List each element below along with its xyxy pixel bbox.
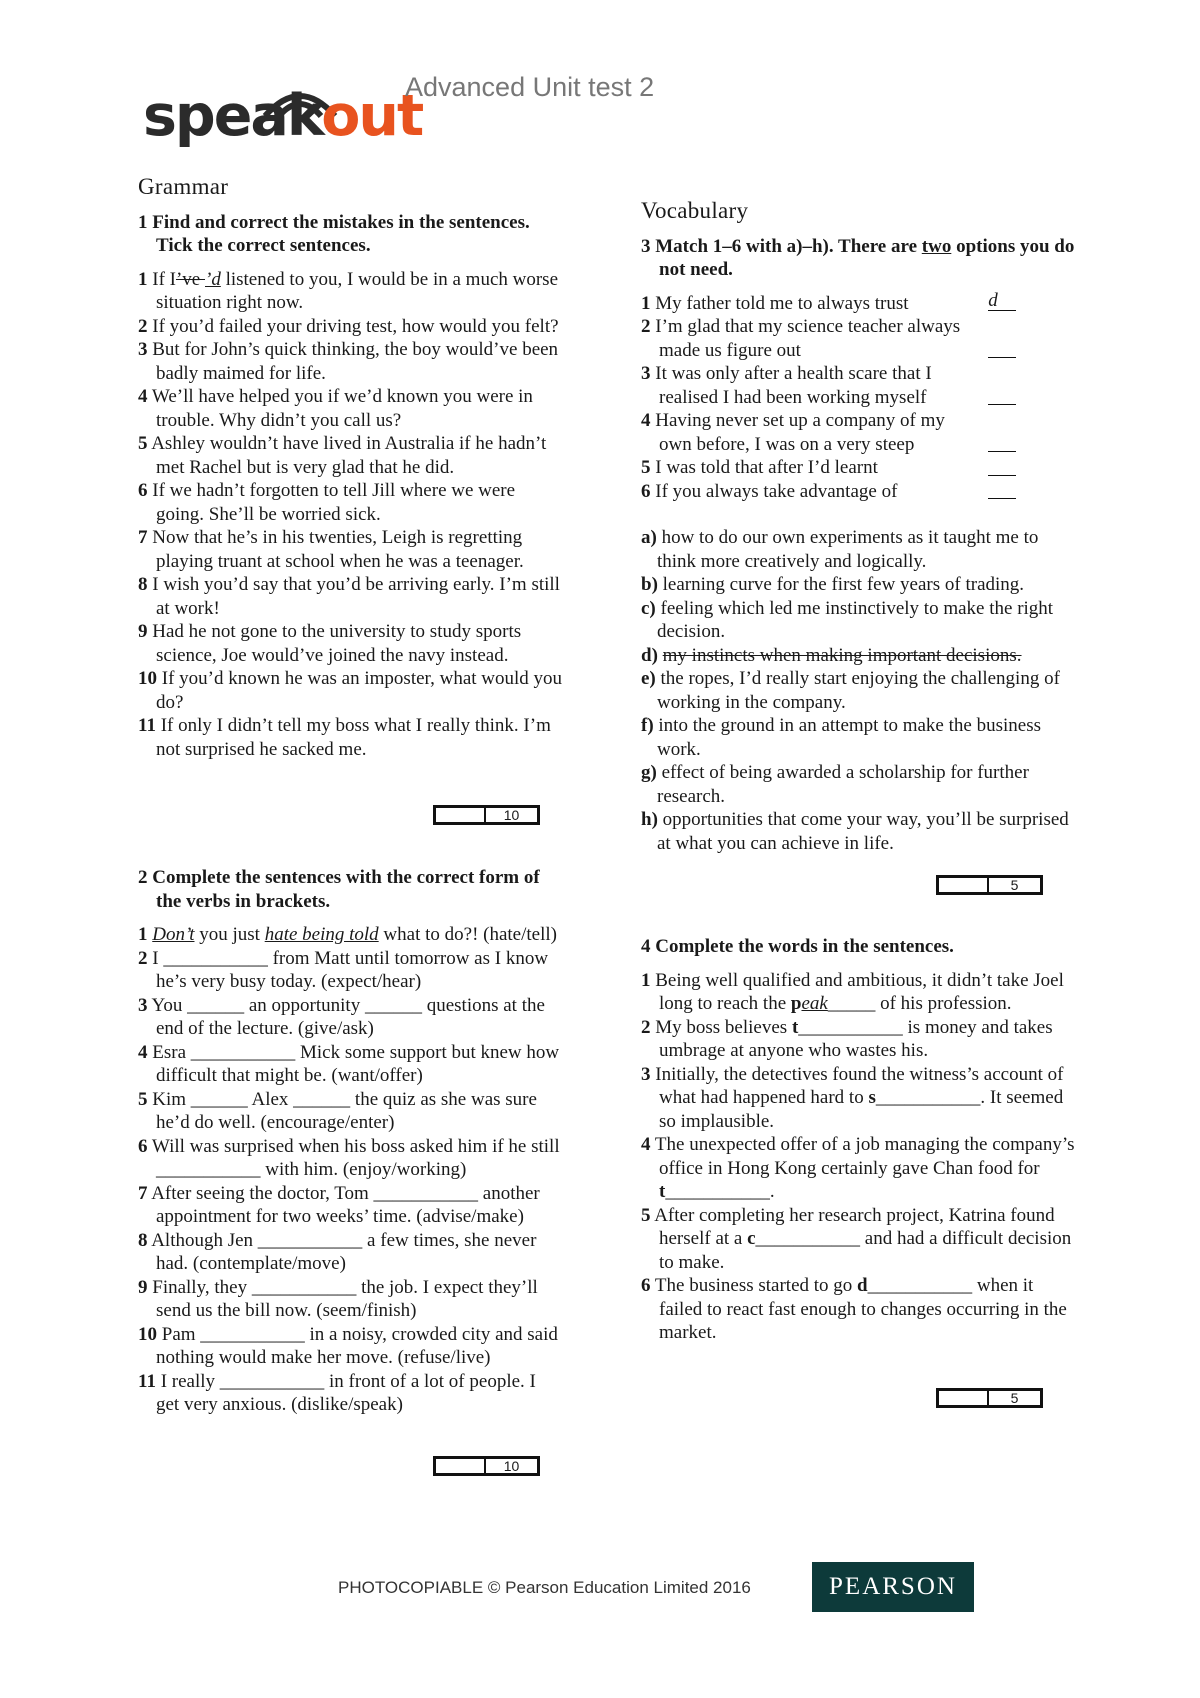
task3-instruction: 3 Match 1–6 with a)–h). There are two options you do not need. xyxy=(641,235,1075,280)
item-number: 5 xyxy=(641,1204,651,1226)
option-item xyxy=(641,667,1081,714)
item-number: 5 xyxy=(138,1088,148,1110)
item-text: I ___________ from Matt until tomorrow as I know he’s very busy today. (expect/hear) xyxy=(152,947,549,992)
item-text: If we hadn’t forgotten to tell Jill where we were going. She’ll be worried sick. xyxy=(152,480,516,525)
item-number: 8 xyxy=(138,1229,148,1251)
list-item xyxy=(138,315,563,339)
item-text: We’ll have helped you if we’d known you were in trouble. Why didn’t you call us? xyxy=(151,386,533,431)
item-text: I wish you’d say that you’d be arriving early. I’m still at work! xyxy=(152,574,560,619)
item-number: 1 xyxy=(641,292,651,314)
item-text: If only I didn’t tell my boss what I really think. I’m not surprised he sacked me. xyxy=(156,715,551,760)
answer-blank[interactable] xyxy=(988,457,1016,476)
item-text: ___________ is money and takes umbrage at anyone who wastes his. xyxy=(659,1016,1053,1061)
list-item xyxy=(138,1323,563,1370)
option-item xyxy=(641,573,1081,597)
item-text: Being well qualified and ambitious, it didn’t take Joel long to reach the xyxy=(655,969,1064,1014)
item-text: listened to you, I would be in a much worse situation right now. xyxy=(156,268,559,313)
item-text: Ashley wouldn’t have lived in Australia if he hadn’t met Rachel but is very glad that he did. xyxy=(151,433,547,478)
task4-score-box[interactable]: 5 xyxy=(936,1388,1043,1408)
answer-blank[interactable] xyxy=(988,433,1016,452)
item-text: ___________ and had a difficult decision to make. xyxy=(659,1228,1072,1273)
option-text: my instincts when making important decisions. xyxy=(662,644,1022,666)
copyright-text: PHOTOCOPIABLE © Pearson Education Limited 2016 xyxy=(338,1578,751,1597)
answer-blank[interactable] xyxy=(988,480,1016,499)
item-number: 5 xyxy=(138,433,148,454)
pearson-logo: PEARSON xyxy=(812,1562,974,1612)
first-letter: c xyxy=(747,1228,756,1249)
list-item xyxy=(138,667,563,714)
item-text: I really ___________ in front of a lot of people. I get very anxious. (dislike/speak) xyxy=(156,1370,536,1415)
item-text: My father told me to always trust xyxy=(655,292,909,314)
option-item xyxy=(641,526,1081,573)
option-item xyxy=(641,597,1081,644)
task1-list xyxy=(138,268,563,762)
grammar-heading: Grammar xyxy=(138,174,229,199)
unit-title: Advanced Unit test 2 xyxy=(405,72,655,102)
option-letter: d) xyxy=(641,644,658,666)
item-text: Esra ___________ Mick some support but knew how difficult that might be. (want/offer) xyxy=(152,1041,560,1086)
list-item xyxy=(138,947,563,994)
option-letter: f) xyxy=(641,715,654,736)
item-number: 9 xyxy=(138,621,148,642)
option-text: into the ground in an attempt to make the business work. xyxy=(657,715,1041,760)
item-text: what to do?! (hate/tell) xyxy=(378,924,557,945)
item-number: 7 xyxy=(138,1182,148,1204)
item-text: If you’d known he was an imposter, what would you do? xyxy=(156,668,563,713)
task2-instruction: 2 Complete the sentences with the correct form of the verbs in brackets. xyxy=(138,867,540,912)
item-text: Finally, they ___________ the job. I expect they’ll send us the bill now. (seem/finish) xyxy=(152,1276,538,1321)
item-text: Now that he’s in his twenties, Leigh is regretting playing truant at school when he was a teenager. xyxy=(152,527,524,572)
list-item xyxy=(641,362,1016,409)
item-number: 10 xyxy=(138,668,157,689)
list-item xyxy=(138,1088,563,1135)
option-letter: h) xyxy=(641,809,658,830)
option-text: effect of being awarded a scholarship for further research. xyxy=(657,762,1029,807)
item-text: ___________. xyxy=(665,1181,775,1202)
vocabulary-heading: Vocabulary xyxy=(641,198,749,223)
list-item xyxy=(641,456,1016,480)
item-text: You ______ an opportunity ______ questions at the end of the lecture. (give/ask) xyxy=(151,994,545,1039)
option-letter: b) xyxy=(641,574,658,595)
list-item xyxy=(641,1016,1081,1063)
item-text: Kim ______ Alex ______ the quiz as she was sure he’d do well. (encourage/enter) xyxy=(152,1088,537,1133)
item-text: If you’d failed your driving test, how would you felt? xyxy=(152,315,559,337)
item-number: 11 xyxy=(138,1370,156,1392)
item-text: The unexpected offer of a job managing the company’s office in Hong Kong certainly gave Chan food for xyxy=(654,1134,1075,1179)
correction-text: ’d xyxy=(205,268,221,290)
task1-instruction: 1 Find and correct the mistakes in the sentences. Tick the correct sentences. xyxy=(138,211,530,256)
task4-column xyxy=(641,935,1081,1345)
list-item xyxy=(641,1063,1081,1134)
item-text: _____ of his profession. xyxy=(827,993,1012,1014)
list-item xyxy=(138,1041,563,1088)
option-text: how to do our own experiments as it taught me to think more creatively and logically. xyxy=(657,527,1039,572)
example-answer: Don’t xyxy=(152,924,195,945)
first-letter: t xyxy=(659,1181,666,1202)
item-number: 4 xyxy=(641,1134,651,1155)
list-item xyxy=(138,923,563,947)
list-item xyxy=(138,573,563,620)
first-letter: d xyxy=(857,1275,868,1296)
item-number: 5 xyxy=(641,457,651,478)
list-item xyxy=(138,1370,563,1417)
first-letter: p xyxy=(790,993,802,1014)
item-number: 3 xyxy=(138,994,148,1016)
item-number: 6 xyxy=(641,1275,651,1296)
item-text: If you always take advantage of xyxy=(655,480,898,502)
vocabulary-column xyxy=(641,199,1081,855)
option-letter: c) xyxy=(641,597,656,619)
item-number: 11 xyxy=(138,715,156,736)
list-item xyxy=(138,1182,563,1229)
task2-column xyxy=(138,866,563,1417)
item-number: 2 xyxy=(641,316,651,337)
option-letter: g) xyxy=(641,762,657,783)
item-number: 1 xyxy=(138,924,148,945)
list-item xyxy=(641,315,1016,362)
list-item xyxy=(138,1276,563,1323)
item-text: If I xyxy=(152,268,176,290)
task2-list xyxy=(138,923,563,1417)
item-number: 9 xyxy=(138,1276,148,1298)
struck-text: ’ve xyxy=(175,268,205,290)
first-letter: t xyxy=(791,1016,799,1038)
item-number: 2 xyxy=(641,1016,651,1038)
list-item xyxy=(138,268,563,315)
list-item xyxy=(138,1229,563,1276)
item-number: 6 xyxy=(138,1135,148,1157)
speakout-logo: speakout xyxy=(143,83,423,149)
item-text: The business started to go xyxy=(654,1275,858,1296)
item-number: 2 xyxy=(138,315,148,337)
item-number: 7 xyxy=(138,527,148,548)
grammar-column xyxy=(138,175,563,761)
item-number: 6 xyxy=(641,480,651,502)
item-text: Will was surprised when his boss asked him if he still ___________ with him. (enjoy/working) xyxy=(151,1135,560,1180)
item-text: I was told that after I’d learnt xyxy=(655,457,878,478)
option-item xyxy=(641,644,1081,668)
list-item xyxy=(641,292,1016,316)
list-item xyxy=(641,969,1081,1016)
item-text: I’m glad that my science teacher always made us figure out xyxy=(655,316,961,361)
item-number: 4 xyxy=(641,410,651,431)
list-item xyxy=(138,526,563,573)
list-item xyxy=(138,338,563,385)
item-number: 1 xyxy=(138,268,148,290)
option-item xyxy=(641,761,1081,808)
list-item xyxy=(138,714,563,761)
item-text: you just xyxy=(194,924,265,945)
task2-score-box[interactable]: 10 xyxy=(433,1456,540,1476)
item-text: Having never set up a company of my own before, I was on a very steep xyxy=(655,410,945,455)
list-item xyxy=(641,409,1016,456)
item-text: ___________ when it failed to react fast enough to changes occurring in the market. xyxy=(659,1275,1067,1343)
task1-score-box[interactable]: 10 xyxy=(433,805,540,825)
task3-list xyxy=(641,292,1016,504)
item-text: Although Jen ___________ a few times, she never had. (contemplate/move) xyxy=(151,1229,537,1274)
list-item xyxy=(641,1133,1081,1204)
item-number: 4 xyxy=(138,386,148,407)
item-number: 6 xyxy=(138,480,148,501)
task4-instruction: 4 Complete the words in the sentences. xyxy=(641,936,954,957)
item-text: But for John’s quick thinking, the boy would’ve been badly maimed for life. xyxy=(152,339,559,384)
example-answer: eak xyxy=(801,993,828,1014)
item-text: After seeing the doctor, Tom ___________ another appointment for two weeks’ time. (advise/make) xyxy=(151,1182,540,1227)
item-number: 3 xyxy=(138,339,148,360)
example-answer: hate being told xyxy=(264,924,379,945)
first-letter: s xyxy=(868,1087,876,1108)
list-item xyxy=(138,994,563,1041)
item-text: After completing her research project, Katrina found herself at a xyxy=(654,1204,1055,1249)
option-text: feeling which led me instinctively to make the right decision. xyxy=(657,597,1054,642)
item-text: Initially, the detectives found the witness’s account of what had happened hard to xyxy=(655,1063,1064,1108)
task3-options xyxy=(641,526,1081,855)
item-number: 8 xyxy=(138,574,148,595)
item-text: My boss believes xyxy=(655,1016,792,1038)
answer-blank[interactable] xyxy=(988,339,1016,358)
list-item xyxy=(138,479,563,526)
option-item xyxy=(641,808,1081,855)
item-text: It was only after a health scare that I realised I had been working myself xyxy=(655,363,932,408)
option-text: opportunities that come your way, you’ll be surprised at what you can achieve in life. xyxy=(657,809,1069,854)
option-text: learning curve for the first few years of trading. xyxy=(662,574,1025,595)
task4-list xyxy=(641,969,1081,1345)
list-item xyxy=(138,1135,563,1182)
item-number: 10 xyxy=(138,1323,157,1345)
option-letter: a) xyxy=(641,527,657,548)
item-number: 4 xyxy=(138,1041,148,1063)
item-text: Pam ___________ in a noisy, crowded city and said nothing would make her move. (refuse/live) xyxy=(156,1323,558,1368)
list-item xyxy=(641,1204,1081,1275)
item-text: Had he not gone to the university to study sports science, Joe would’ve joined the navy instead. xyxy=(152,621,522,666)
list-item xyxy=(138,620,563,667)
list-item xyxy=(641,480,1016,504)
item-number: 1 xyxy=(641,969,651,991)
list-item xyxy=(138,432,563,479)
list-item xyxy=(138,385,563,432)
item-number: 3 xyxy=(641,363,651,384)
list-item xyxy=(641,1274,1081,1345)
option-text: the ropes, I’d really start enjoying the challenging of working in the company. xyxy=(657,668,1060,713)
option-item xyxy=(641,714,1081,761)
answer-blank[interactable] xyxy=(988,386,1016,405)
item-number: 3 xyxy=(641,1063,651,1085)
answer-blank[interactable]: d xyxy=(988,292,1016,311)
task3-score-box[interactable]: 5 xyxy=(936,875,1043,895)
option-letter: e) xyxy=(641,668,656,689)
item-number: 2 xyxy=(138,947,148,969)
item-text: ___________. It seemed so implausible. xyxy=(659,1087,1064,1132)
